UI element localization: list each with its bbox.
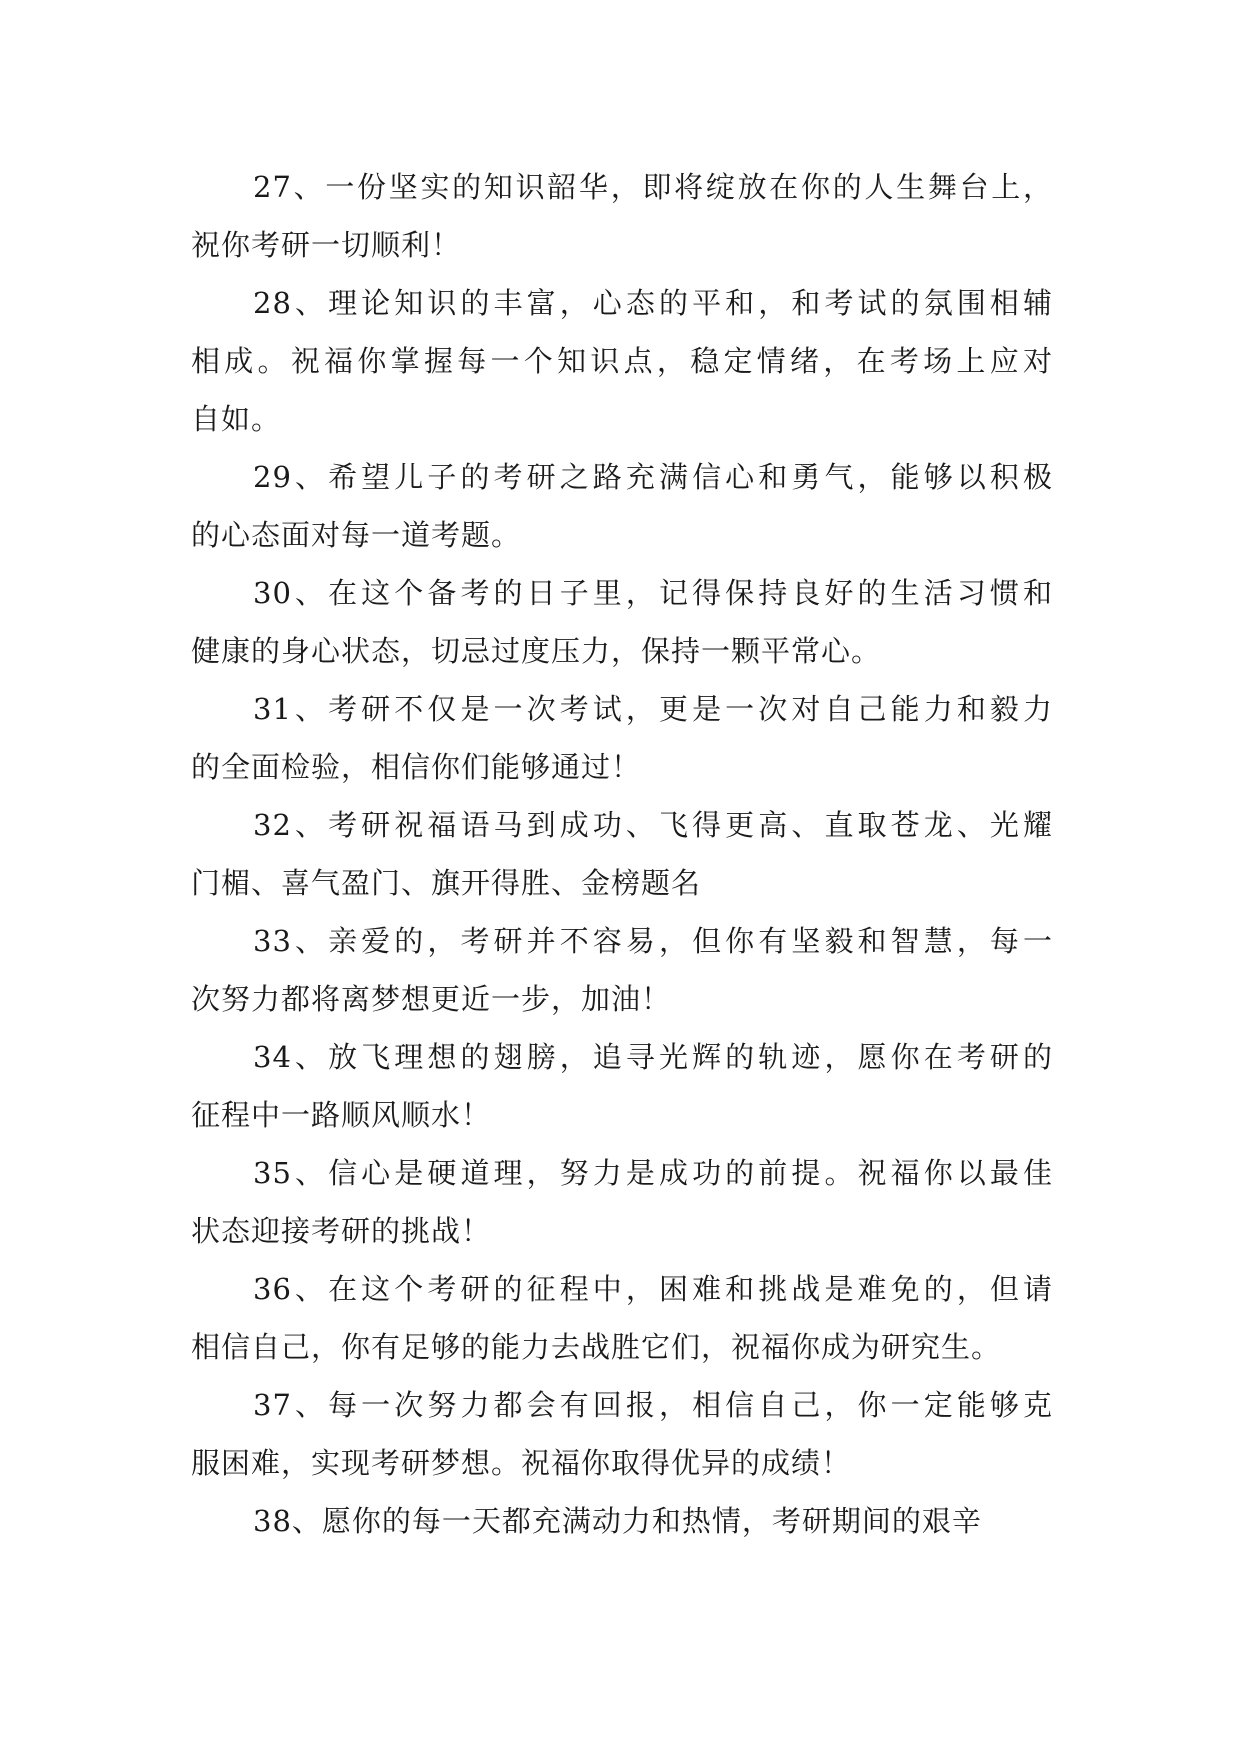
paragraph-line: 服困难，实现考研梦想。祝福你取得优异的成绩！ xyxy=(191,1446,852,1480)
paragraph xyxy=(191,680,1053,796)
paragraph-line: 相成。祝福你掌握每一个知识点，稳定情绪，在考场上应对 xyxy=(191,344,1053,378)
paragraph-line: 的心态面对每一道考题。 xyxy=(191,518,522,552)
paragraph-line: 相信自己，你有足够的能力去战胜它们，祝福你成为研究生。 xyxy=(191,1330,1002,1364)
paragraph-line: 34、放飞理想的翅膀，追寻光辉的轨迹，愿你在考研的 xyxy=(253,1040,1053,1074)
paragraph-line: 健康的身心状态，切忌过度压力，保持一颗平常心。 xyxy=(191,634,882,668)
paragraph-line: 37、每一次努力都会有回报，相信自己，你一定能够克 xyxy=(253,1388,1053,1422)
paragraph xyxy=(191,1492,1053,1550)
paragraph-line: 门楣、喜气盈门、旗开得胜、金榜题名 xyxy=(191,866,702,900)
paragraph-line: 33、亲爱的，考研并不容易，但你有坚毅和智慧，每一 xyxy=(253,924,1053,958)
paragraph-line: 32、考研祝福语马到成功、飞得更高、直取苍龙、光耀 xyxy=(253,808,1053,842)
paragraph xyxy=(191,1144,1053,1260)
paragraph xyxy=(191,158,1053,274)
paragraph xyxy=(191,1376,1053,1492)
paragraph-line: 祝你考研一切顺利！ xyxy=(191,228,462,262)
paragraph xyxy=(191,796,1053,912)
paragraph xyxy=(191,564,1053,680)
paragraph xyxy=(191,912,1053,1028)
paragraph-line: 29、希望儿子的考研之路充满信心和勇气，能够以积极 xyxy=(253,460,1053,494)
paragraph-line: 30、在这个备考的日子里，记得保持良好的生活习惯和 xyxy=(253,576,1053,610)
paragraph-line: 状态迎接考研的挑战！ xyxy=(191,1214,492,1248)
paragraph-line: 31、考研不仅是一次考试，更是一次对自己能力和毅力 xyxy=(253,692,1053,726)
paragraph-line: 35、信心是硬道理，努力是成功的前提。祝福你以最佳 xyxy=(253,1156,1053,1190)
paragraph-line: 的全面检验，相信你们能够通过！ xyxy=(191,750,642,784)
document-body xyxy=(191,158,1053,1550)
paragraph-line: 次努力都将离梦想更近一步，加油！ xyxy=(191,982,672,1016)
paragraph-line: 自如。 xyxy=(191,402,282,436)
paragraph xyxy=(191,1260,1053,1376)
paragraph xyxy=(191,274,1053,448)
paragraph-line: 36、在这个考研的征程中，困难和挑战是难免的，但请 xyxy=(253,1272,1053,1306)
paragraph-line: 征程中一路顺风顺水！ xyxy=(191,1098,492,1132)
paragraph-line: 28、理论知识的丰富，心态的平和，和考试的氛围相辅 xyxy=(253,286,1053,320)
paragraph-line: 27、一份坚实的知识韶华，即将绽放在你的人生舞台上， xyxy=(253,170,1053,204)
paragraph xyxy=(191,448,1053,564)
paragraph-line: 38、愿你的每一天都充满动力和热情，考研期间的艰辛 xyxy=(253,1504,982,1538)
paragraph xyxy=(191,1028,1053,1144)
